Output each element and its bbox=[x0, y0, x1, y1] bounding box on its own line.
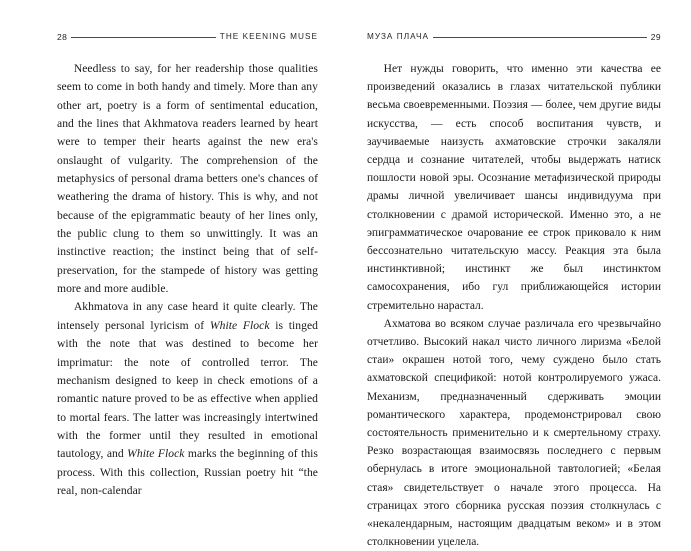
recto-running-head-title: МУЗА ПЛАЧА bbox=[367, 31, 430, 41]
recto-head-rule bbox=[433, 37, 647, 38]
verso-text-column bbox=[57, 60, 318, 500]
verso-paragraph-1: Needless to say, for her readership those qualities seem to come in both handy and timely. More than any other art, poetry is a form of sentimental education, and the lines that Akhmatova readers learned by heart were to temper their hearts against the new era's onslaught of vulgarity. The comprehension of the metaphysics of personal drama betters one's chances of weathering the drama of history. This is why, and not because of the epigrammatic beauty of her lines only, the public clung to them so unwittingly. It was an instinctive reaction; the instinct being that of self-preservation, for the stampede of history was getting more and more audible. bbox=[57, 62, 318, 296]
verso-page bbox=[0, 0, 345, 540]
verso-head-rule bbox=[71, 37, 216, 38]
verso-running-head bbox=[57, 30, 318, 44]
recto-paragraph-1: Нет нужды говорить, что именно эти качества ее произведений оказались в глазах читательской публики весьма своевременными. Поэзия — более, чем другие виды искусства, — есть способ воспитания чувств, и заучиваемые наизусть ахматовские строчки закаляли сердца и сознание читателей, чтобы выдержать натиск пошлости новой эры. Осознание метафизической природы драмы личной увеличивает шансы индивидуума при столкновении с драмой исторической. Именно это, а не эпиграмматическое очарование ее строк приковало к ним бессознательно читательскую массу. Реакция эта была инстинктивной; инстинкт же был инстинктом самосохранения, ибо гул приближающейся истории стремительно нарастал. bbox=[367, 63, 661, 312]
recto-page bbox=[345, 0, 691, 549]
recto-paragraph-2: Ахматова во всяком случае различала его чрезвычайно отчетливо. Высокий накал чисто личного лиризма «Белой стаи» окрашен нотой того, чему суждено было стать ахматовской спецификой: нотой контролируемого ужаса. Механизм, предназначенный сдерживать эмоции романтического характера, продемонстрировал свою состоятельность применительно и к смертельному страху. Резко возрастающая взаимосвязь последнего с первым обернулась в итоге эмоциональной тавтологией; «Белая стая» свидетельствует о начале этого процесса. На страницах этого сборника русская поэзия столкнулась с «некалендарным, настоящим двадцатым веком» и в этом столкновении уцелела. bbox=[367, 317, 661, 549]
verso-running-head-title: THE KEENING MUSE bbox=[219, 31, 318, 41]
verso-paragraph-2: Akhmatova in any case heard it quite clearly. The intensely personal lyricism of White Flock is tinged with the note that was destined to become her imprimatur: the note of controlled terror. The mechanism designed to keep in check emotions of a romantic nature proved to be as effective when applied to mortal fears. The latter was increasingly intertwined with the former until they resulted in emotional tautology, and White Flock marks the beginning of this process. With this collection, Russian poetry hit “the real, non-calendar bbox=[57, 300, 318, 497]
verso-folio-number: 28 bbox=[57, 31, 68, 42]
recto-folio-number: 29 bbox=[650, 31, 661, 42]
recto-text-column bbox=[367, 60, 661, 551]
recto-running-head bbox=[367, 30, 661, 44]
